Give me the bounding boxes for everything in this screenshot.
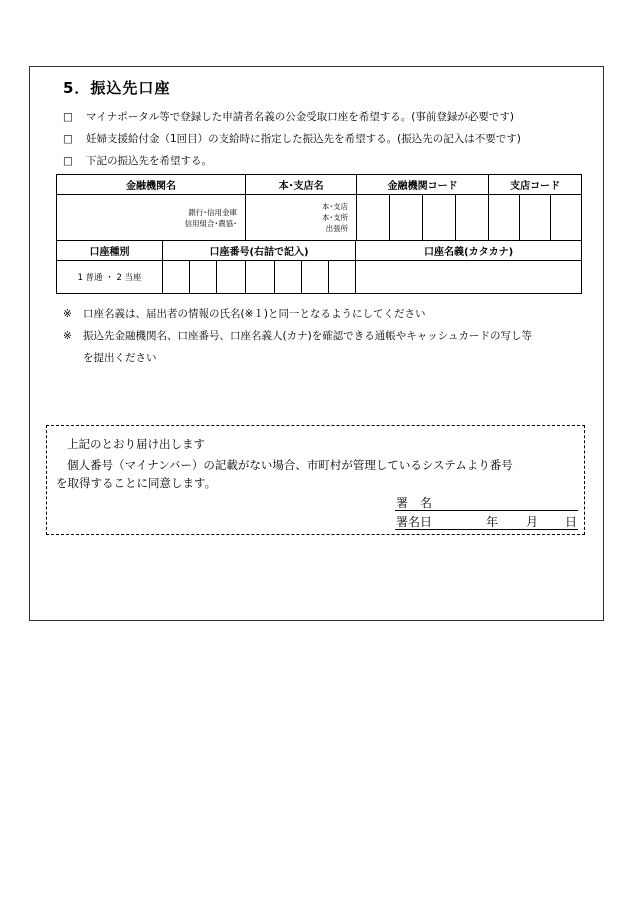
account-number-digit-7[interactable] [329,261,356,294]
declaration-line-2: 個人番号（マイナンバー）の記載がない場合、市町村が管理しているシステムより番号 [67,458,513,472]
section-title: 5．振込先口座 [63,79,171,97]
note-text: 振込先金融機関名、口座番号、口座名義人(カナ)を確認できる通帳やキャッシュカードの写し等 [83,330,532,342]
note-attachment [63,328,532,343]
branch-type-3: 出張所 [325,224,349,233]
note-attachment-cont [63,350,157,365]
account-number-digit-5[interactable] [275,261,302,294]
account-holder-header: 口座名義(カタカナ) [356,241,582,261]
bank-type-1: 銀行･信用金庫 [188,207,238,217]
option-label: マイナポータル等で登録した申請者名義の公金受取口座を希望する。(事前登録が必要です) [86,111,514,123]
branch-code-digit-3[interactable] [551,195,582,241]
account-number-header: 口座番号(右詰で記入) [163,241,356,261]
month-label: 月 [526,515,539,529]
bank-name-header: 金融機関名 [57,175,246,195]
branch-type-2: 本･支所 [321,213,349,222]
declaration-line-1: 上記のとおり届け出します [67,437,205,451]
option-label: 下記の振込先を希望する。 [86,155,212,167]
branch-code-header: 支店コード [489,175,582,195]
account-number-digit-6[interactable] [302,261,329,294]
account-number-digit-3[interactable] [217,261,246,294]
option-label: 妊婦支援給付金（1回目）の支給時に指定した振込先を希望する。(振込先の記入は不要です) [86,133,521,145]
branch-name-header: 本･支店名 [246,175,357,195]
sign-date-line[interactable] [395,529,578,530]
declaration-line-3: を取得することに同意します。 [56,476,217,490]
note-text: を提出ください [83,352,157,364]
sign-date-label: 署名日 [396,515,433,529]
option-below-account[interactable] [63,153,212,168]
bank-code-digit-2[interactable] [390,195,423,241]
note-mark: ※ [63,330,72,342]
bank-code-header: 金融機関コード [357,175,489,195]
option-previous-account[interactable] [63,131,521,146]
account-type-choices[interactable]: 1 普通 ・ 2 当座 [57,261,163,294]
day-label: 日 [565,515,578,529]
bank-code-digit-4[interactable] [456,195,489,241]
account-holder-field[interactable] [356,261,582,294]
checkbox[interactable]: □ [63,111,73,123]
branch-code-digit-2[interactable] [520,195,551,241]
branch-name-field[interactable] [246,195,357,241]
account-type-header: 口座種別 [57,241,163,261]
form-frame [29,66,604,621]
bank-name-field[interactable] [57,195,246,241]
checkbox[interactable]: □ [63,133,73,145]
bank-code-digit-3[interactable] [423,195,456,241]
year-label: 年 [486,515,499,529]
account-number-digit-4[interactable] [246,261,275,294]
account-number-digit-2[interactable] [190,261,217,294]
checkbox[interactable]: □ [63,155,73,167]
bank-type-2: 信用組合･農協･ [184,218,238,228]
note-text: 口座名義は、届出者の情報の氏名(※１)と同一となるようにしてください [83,308,426,320]
option-public-account[interactable] [63,109,514,124]
signature-line[interactable] [395,510,578,511]
note-account-holder [63,306,426,321]
bank-code-digit-1[interactable] [357,195,390,241]
note-mark: ※ [63,308,72,320]
branch-type-1: 本･支店 [321,202,349,211]
bank-account-table [56,174,582,294]
account-number-digit-1[interactable] [163,261,190,294]
branch-code-digit-1[interactable] [489,195,520,241]
signature-label: 署 名 [396,496,433,510]
